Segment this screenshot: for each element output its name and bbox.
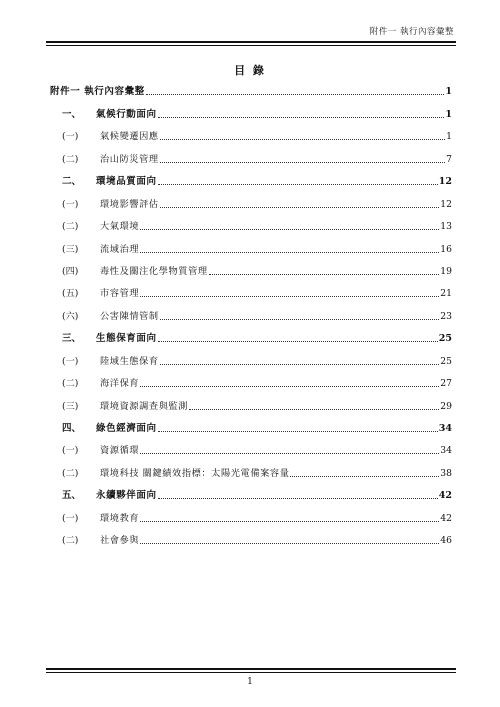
toc-entry-page: 25	[438, 333, 452, 345]
toc-entry-page: 38	[440, 467, 452, 479]
toc-entry-title: 毒性及關注化學物質管理	[100, 265, 208, 277]
toc-entry-title: 流域治理	[100, 243, 140, 255]
toc-entry-number: (一)	[62, 198, 79, 210]
toc-entry-subsection[interactable]	[50, 368, 452, 390]
toc-entry-subsection[interactable]	[50, 502, 452, 524]
toc-entry-page: 13	[440, 221, 452, 233]
toc-entry-subsection[interactable]	[50, 300, 452, 322]
footer-rule	[46, 668, 456, 670]
toc-entry-number: 三、	[62, 333, 82, 345]
dot-leader	[140, 296, 439, 297]
dot-leader	[160, 319, 440, 320]
dot-leader	[290, 476, 439, 477]
toc-entry-page: 34	[438, 423, 452, 434]
toc-entry-page: 46	[440, 535, 452, 547]
toc-entry-page: 21	[440, 288, 452, 300]
toc-entry-page: 29	[440, 400, 452, 412]
toc-entry-number: (二)	[62, 221, 79, 233]
toc-entry-subsection[interactable]	[50, 457, 452, 479]
running-header: 附件一 執行內容彙整	[369, 27, 454, 37]
toc-entry-section-4[interactable]	[50, 413, 452, 435]
toc-entry-number: 二、	[62, 176, 82, 188]
toc-entry-title: 環境教育	[100, 512, 140, 524]
toc-entry-page: 25	[440, 355, 452, 367]
dot-leader	[160, 364, 440, 365]
toc-entry-title: 綠色經濟面向	[96, 423, 157, 434]
dot-leader	[158, 341, 438, 342]
toc-entry-number: 一、	[62, 108, 82, 120]
dot-leader	[140, 453, 439, 454]
toc-entry-title: 社會參與	[100, 535, 140, 547]
toc-title: 目 錄	[234, 64, 266, 77]
toc-entry-title: 生態保育面向	[96, 333, 157, 345]
dot-leader	[140, 386, 439, 387]
toc-entry-title: 市容管理	[100, 288, 140, 300]
toc-entry-page: 1	[445, 86, 452, 98]
toc-entry-number: (六)	[62, 310, 79, 322]
dot-leader	[146, 94, 445, 95]
toc-entry-page: 42	[438, 490, 452, 502]
toc-entry-section-2[interactable]	[50, 166, 452, 188]
toc-entry-annex[interactable]	[50, 76, 452, 98]
toc-entry-subsection[interactable]	[50, 188, 452, 210]
dot-leader	[140, 252, 439, 253]
dot-leader	[158, 184, 438, 185]
toc-entry-section-5[interactable]	[50, 480, 452, 502]
dot-leader	[140, 229, 439, 230]
toc-entry-subsection[interactable]	[50, 525, 452, 547]
toc-entry-title: 環境影響評估	[100, 198, 159, 210]
toc-entry-number: (四)	[62, 265, 79, 277]
toc-entry-number: (二)	[62, 535, 79, 547]
toc-entry-page: 1	[445, 108, 452, 120]
toc-entry-number: 五、	[62, 490, 82, 502]
toc-entry-number: 四、	[62, 423, 82, 434]
toc-entry-page: 19	[440, 265, 452, 277]
dot-leader	[140, 543, 439, 544]
toc-entry-subsection[interactable]	[50, 121, 452, 143]
toc-entry-title: 海洋保育	[100, 378, 140, 390]
toc-entry-title: 資源循環	[100, 445, 140, 457]
toc-entry-subsection[interactable]	[50, 211, 452, 233]
toc-entry-title: 公害陳情管制	[100, 310, 159, 322]
toc-entry-title: 氣候行動面向	[96, 108, 157, 120]
toc-entry-number: (二)	[62, 467, 79, 479]
dot-leader	[160, 139, 445, 140]
toc-entry-subsection[interactable]	[50, 143, 452, 165]
toc-entry-title: 永續夥伴面向	[96, 490, 157, 502]
toc-entry-page: 23	[440, 310, 452, 322]
page-number: 1	[247, 677, 253, 687]
toc-entry-section-1[interactable]	[50, 98, 452, 120]
toc-entry-page: 42	[440, 512, 452, 524]
header-rule-thin	[46, 45, 456, 46]
toc-entry-page: 34	[440, 445, 452, 457]
dot-leader	[209, 274, 440, 275]
toc-entry-page: 1	[446, 131, 452, 143]
toc-entry-title: 氣候變遷因應	[100, 131, 159, 143]
dot-leader	[160, 207, 440, 208]
toc-entry-number: (三)	[62, 243, 79, 255]
toc-entry-number: (一)	[62, 445, 79, 457]
toc-entry-page: 12	[440, 198, 452, 210]
footer-rule-thin	[46, 672, 456, 673]
toc-entry-number: (五)	[62, 288, 79, 300]
toc-entry-page: 27	[440, 378, 452, 390]
toc-entry-number: (一)	[62, 355, 79, 367]
toc-entry-page: 12	[438, 176, 452, 188]
toc-entry-number: (二)	[62, 153, 79, 165]
toc-entry-title: 附件一 執行內容彙整	[50, 86, 145, 98]
toc-entry-subsection[interactable]	[50, 345, 452, 367]
dot-leader	[140, 521, 439, 522]
dot-leader	[158, 498, 438, 499]
header-rule	[46, 41, 456, 43]
toc-entry-number: (三)	[62, 400, 79, 412]
toc-entry-page: 16	[440, 243, 452, 255]
toc-entry-number: (一)	[62, 131, 79, 143]
table-of-contents	[50, 76, 452, 547]
toc-entry-title: 環境資源調查與監測	[100, 400, 189, 412]
toc-entry-subsection[interactable]	[50, 390, 452, 412]
toc-entry-title: 陸域生態保育	[100, 355, 159, 367]
toc-entry-subsection[interactable]	[50, 233, 452, 255]
toc-entry-title: 治山防災管理	[100, 153, 159, 165]
toc-entry-subsection[interactable]	[50, 278, 452, 300]
dot-leader	[189, 409, 439, 410]
toc-entry-title: 環境品質面向	[96, 176, 157, 188]
toc-entry-subsection[interactable]	[50, 256, 452, 278]
toc-entry-title: 環境科技 關鍵績效指標：太陽光電備案容量	[100, 467, 290, 479]
toc-entry-number: (一)	[62, 512, 79, 524]
toc-entry-page: 7	[446, 153, 452, 165]
toc-entry-title: 大氣環境	[100, 221, 140, 233]
dot-leader	[158, 117, 445, 118]
toc-entry-section-3[interactable]	[50, 323, 452, 345]
dot-leader	[158, 431, 438, 432]
dot-leader	[160, 162, 445, 163]
toc-entry-number: (二)	[62, 378, 79, 390]
toc-entry-subsection[interactable]	[50, 435, 452, 457]
